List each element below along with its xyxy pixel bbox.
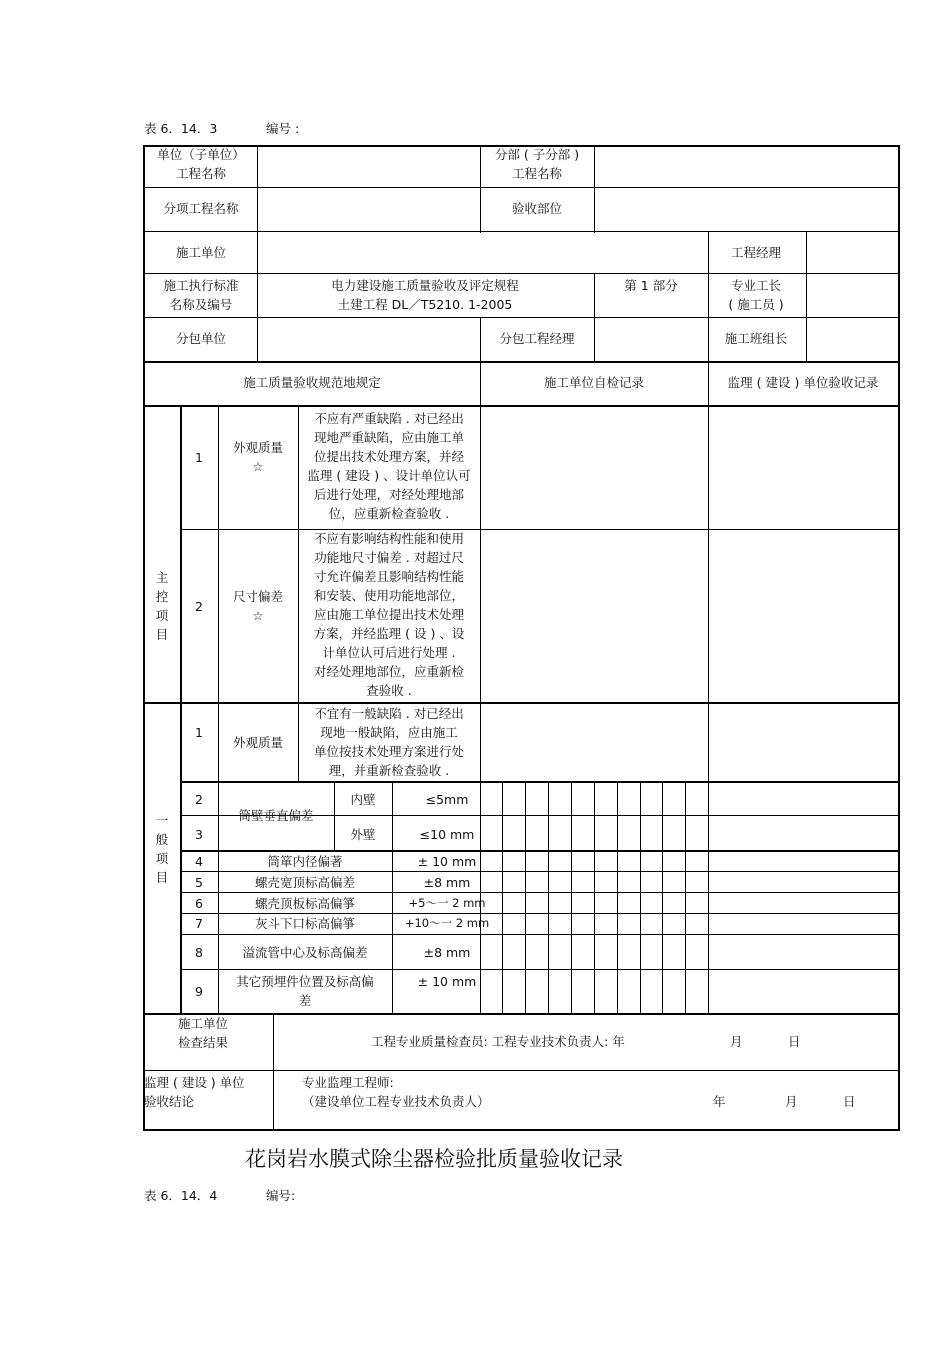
part-number: 第 1 部分 <box>624 278 678 293</box>
pm-label: 工程经理 <box>730 245 781 260</box>
general-item-4-name: 筒箪内径偏著 <box>267 854 343 869</box>
main-control-label: 主 控 项 目 <box>155 570 169 642</box>
sub-dept-label: 分部 ( 子分部 ) 工程名称 <box>494 147 580 181</box>
general-item-9-no: 9 <box>195 984 203 999</box>
conclusion-label: 监理 ( 建设 ) 单位 验收结论 <box>144 1075 245 1109</box>
general-label: 一 般 项 目 <box>155 813 169 885</box>
general-item-8-no: 8 <box>195 945 203 960</box>
next-code-label: 编号: <box>266 1188 296 1203</box>
accept-part-label: 验收部位 <box>511 201 562 216</box>
main-item-2-name: 尺寸偏差 ☆ <box>232 589 283 623</box>
main-item-2-no: 2 <box>195 599 203 614</box>
conclusion-engineer: 专业监理工程师: <box>302 1075 394 1090</box>
general-item-3-name: 外壁 <box>350 827 376 842</box>
general-item-2-tol: ≤5mm <box>425 792 469 807</box>
general-item-4-tol: ± 10 mm <box>417 854 477 869</box>
col-self-check-header: 施工单位自检记录 <box>543 375 644 390</box>
general-item-6-tol: +5～一 2 mm <box>408 896 486 910</box>
col-supervision-header: 监理 ( 建设 ) 单位验收记录 <box>727 375 879 390</box>
table-number: 表 6．14．3 <box>144 121 218 136</box>
conclusion-month: 月 <box>785 1094 798 1109</box>
general-item-2-name: 内壁 <box>350 792 376 807</box>
col-spec-header: 施工质量验收规范地规定 <box>243 375 381 390</box>
general-item-6-name: 螺壳顶板标高偏箏 <box>254 896 355 911</box>
result-day: 日 <box>788 1034 801 1049</box>
general-item-9-name: 其它预埋件位置及标高偏 差 <box>236 974 374 1008</box>
next-form-title: 花岗岩水膜式除尘器检验批质量验收记录 <box>245 1147 623 1171</box>
general-item-6-no: 6 <box>195 896 203 911</box>
team-leader-label: 施工班组长 <box>724 331 788 346</box>
conclusion-day: 日 <box>843 1094 856 1109</box>
general-item-1-name: 外观质量 <box>232 735 283 750</box>
result-label: 施工单位 检查结果 <box>178 1016 229 1050</box>
general-item-9-tol: ± 10 mm <box>417 974 477 989</box>
general-item-5-name: 螺壳宽顶标高偏差 <box>254 875 355 890</box>
conclusion-year: 年 <box>713 1094 726 1109</box>
standard-label: 施工执行标准 名称及编号 <box>163 278 239 312</box>
general-item-2-no: 2 <box>195 792 203 807</box>
main-item-1-desc: 不应有严重缺陷 . 对已经出 现地严重缺陷，应由施工单 位提出技术处理方案，并经 监理 ( 建设 ) 、设计单位认可 后进行处理，对经处理地部 位，应重新检查验收 . <box>307 411 471 521</box>
code-label: 编号 : <box>266 121 300 136</box>
general-item-3-no: 3 <box>195 827 203 842</box>
next-table-number: 表 6．14．4 <box>144 1188 218 1203</box>
general-item-7-name: 灰斗下口标高偏箏 <box>254 916 355 931</box>
general-item-1-desc: 不宜有一般缺陷 . 对已经出 现地一般缺陷，应由施工 单位按技术处理方案进行处 理，并重新检查验收 . <box>313 706 464 778</box>
contractor-label: 施工单位 <box>175 245 226 260</box>
main-item-1-name: 外观质量 ☆ <box>232 440 283 474</box>
general-item-1-no: 1 <box>195 725 203 740</box>
main-item-1-no: 1 <box>195 450 203 465</box>
general-item-8-tol: ±8 mm <box>423 945 471 960</box>
conclusion-owner: （建设单位工程专业技术负责人） <box>302 1094 490 1109</box>
sub-pm-label: 分包工程经理 <box>499 331 575 346</box>
result-signatures: 工程专业质量检查员: 工程专业技术负责人: 年 <box>371 1034 625 1049</box>
result-month: 月 <box>730 1034 743 1049</box>
standard-value: 电力建设施工质量验收及评定规程 土建工程 DL／T5210. 1-2005 <box>331 278 519 312</box>
general-item-3-tol: ≤10 mm <box>419 827 475 842</box>
foreman-label: 专业工长 ( 施工员 ) <box>728 278 784 312</box>
general-item-8-name: 溢流管中心及标高偏差 <box>242 945 368 960</box>
general-item-7-no: 7 <box>195 916 203 931</box>
wall-deviation-label: 筒壁垂直偏差 <box>238 808 314 823</box>
general-item-5-no: 5 <box>195 875 203 890</box>
subcontractor-label: 分包单位 <box>175 331 226 346</box>
general-item-5-tol: ±8 mm <box>423 875 471 890</box>
general-item-7-tol: +10～一 2 mm <box>404 916 490 930</box>
general-item-4-no: 4 <box>195 854 203 869</box>
main-item-2-desc: 不应有影响结构性能和使用 功能地尺寸偏差 . 对超过尺 寸允许偏差且影响结构性能 和安装、使用功能地部位， 应由施工单位提出技术处理 方案，并经监理 ( 设 ) 、设 计单位认可后进行处理 . 对经处理地部位，应重新检 查验收 . <box>313 531 465 698</box>
unit-label: 单位（子单位） 工程名称 <box>157 147 245 181</box>
item-name-label: 分项工程名称 <box>163 201 239 216</box>
